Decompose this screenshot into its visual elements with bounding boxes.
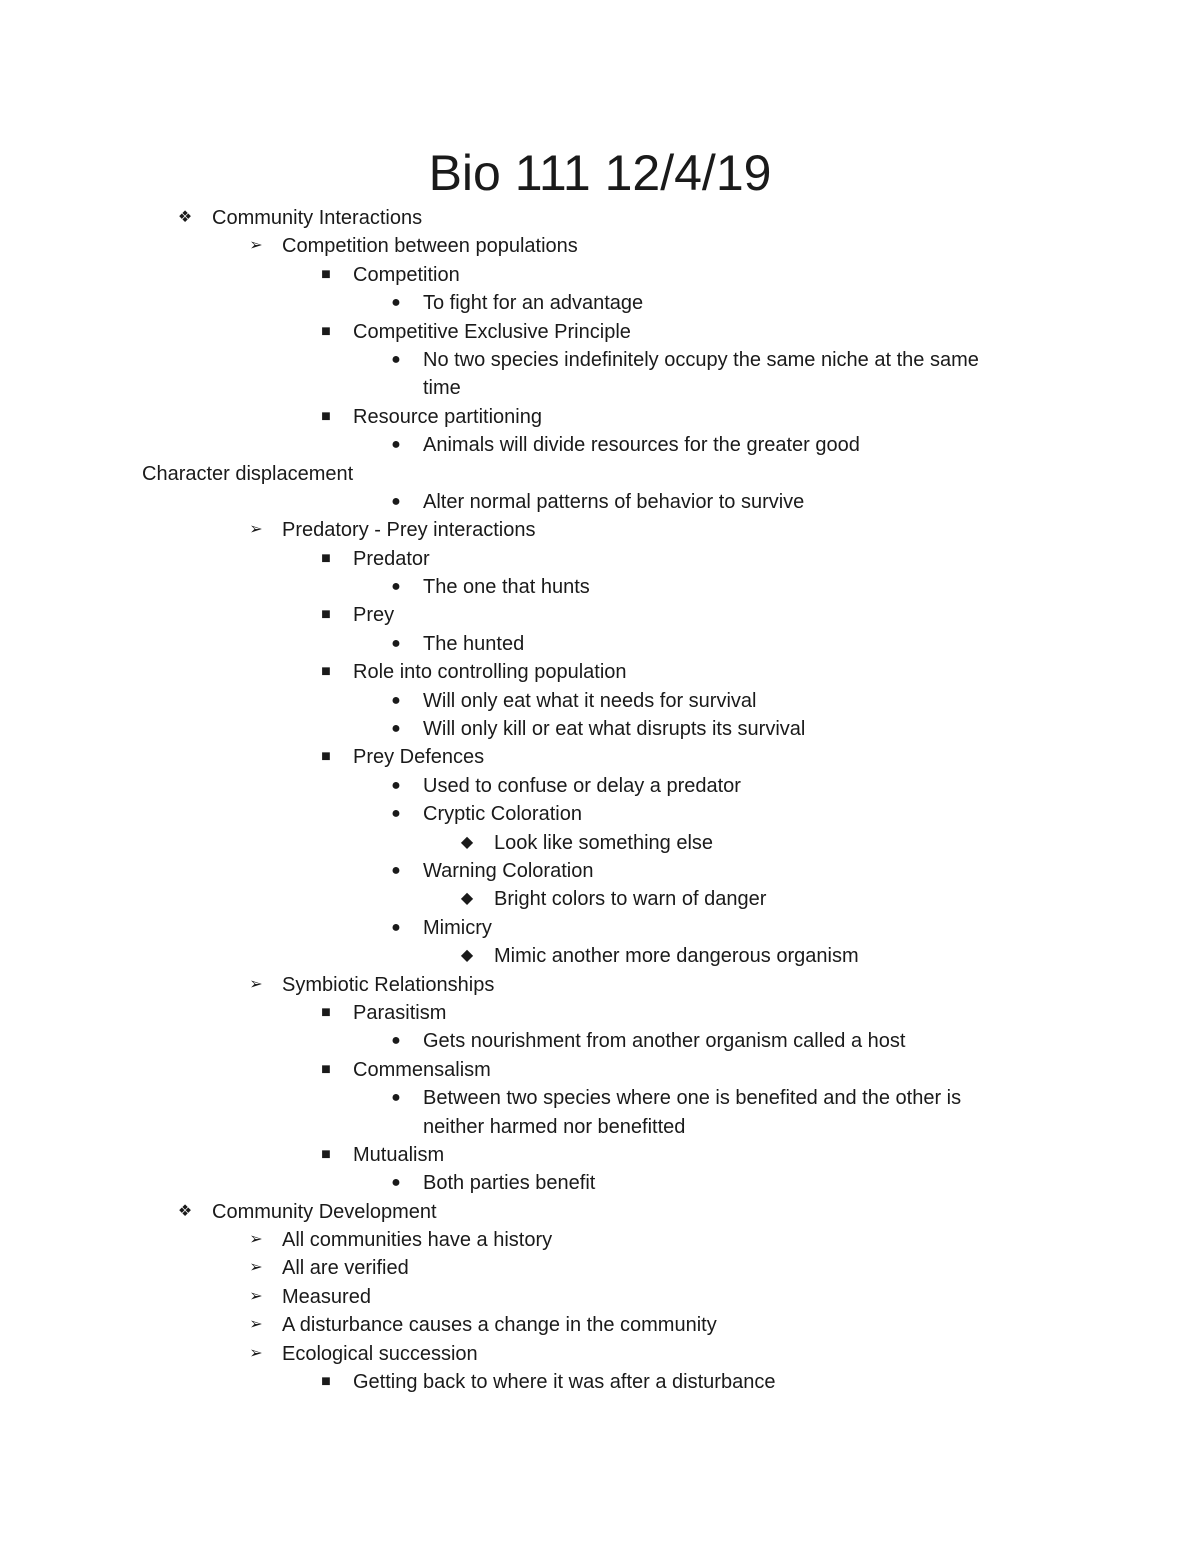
outline-line-text: Predatory - Prey interactions [282,519,536,542]
notes-outline [0,204,1200,1396]
bullet-level-1-icon: ➢ [249,1231,263,1249]
outline-line-text: Resource partitioning [353,405,542,428]
bullet-level-3-icon: ● [391,1032,401,1050]
outline-line [0,942,1200,970]
outline-line-text: Between two species where one is benefited and the other is [423,1087,962,1110]
outline-line [0,346,1200,374]
outline-line [0,971,1200,999]
outline-line [0,1283,1200,1311]
bullet-level-3-icon: ● [391,634,401,652]
outline-line [0,715,1200,743]
outline-line-text: Both parties benefit [423,1172,596,1195]
outline-line [0,601,1200,629]
bullet-level-2-icon: ■ [321,1145,331,1163]
bullet-level-4-icon: ◆ [460,947,474,965]
bullet-level-0-icon: ❖ [177,209,193,226]
outline-line [0,1368,1200,1396]
bullet-level-2-icon: ■ [321,265,331,283]
outline-line-text: Competitive Exclusive Principle [353,320,631,343]
bullet-level-3-icon: ● [391,1089,401,1107]
outline-line-text: Warning Coloration [423,859,594,882]
outline-line-text: Character displacement [142,462,354,485]
outline-line-text: Commensalism [353,1058,491,1081]
bullet-level-2-icon: ■ [321,407,331,425]
outline-line-text: Gets nourishment from another organism called a host [423,1030,906,1053]
bullet-level-1-icon: ➢ [249,237,263,255]
outline-line-text: Parasitism [353,1001,447,1024]
bullet-level-4-icon: ◆ [460,890,474,908]
outline-line-text: Competition between populations [282,235,578,258]
outline-line [0,1141,1200,1169]
bullet-level-2-icon: ■ [321,1003,331,1021]
bullet-level-3-icon: ● [391,805,401,823]
outline-line [0,1113,1200,1141]
outline-line [0,658,1200,686]
bullet-level-3-icon: ● [391,720,401,738]
outline-line [0,374,1200,402]
outline-line-text: Animals will divide resources for the greater good [423,434,860,457]
bullet-level-2-icon: ■ [321,322,331,340]
outline-line-text: The one that hunts [423,576,590,599]
bullet-level-2-icon: ■ [321,549,331,567]
bullet-level-3-icon: ● [391,294,401,312]
bullet-level-1-icon: ➢ [249,1259,263,1277]
outline-line-text: Alter normal patterns of behavior to survive [423,490,805,513]
bullet-level-1-icon: ➢ [249,1287,263,1305]
outline-line-text: Used to confuse or delay a predator [423,774,741,797]
outline-line-text: time [423,377,461,400]
bullet-level-1-icon: ➢ [249,975,263,993]
outline-line-text: Role into controlling population [353,661,627,684]
outline-line [0,999,1200,1027]
outline-line-text: Competition [353,263,460,286]
bullet-level-3-icon: ● [391,1174,401,1192]
bullet-level-3-icon: ● [391,492,401,510]
outline-line [0,1198,1200,1226]
outline-line-text: All communities have a history [282,1229,553,1252]
outline-line-text: Will only kill or eat what disrupts its survival [423,718,806,741]
outline-line [0,488,1200,516]
outline-line [0,1254,1200,1282]
outline-line-text: All are verified [282,1257,409,1280]
outline-line [0,1226,1200,1254]
bullet-level-4-icon: ◆ [460,833,474,851]
outline-line-text: Mutualism [353,1143,445,1166]
outline-line-text: Cryptic Coloration [423,803,582,826]
outline-line [0,630,1200,658]
outline-line-text: Mimic another more dangerous organism [494,945,859,968]
outline-line-text: Bright colors to warn of danger [494,888,767,911]
bullet-level-3-icon: ● [391,350,401,368]
bullet-level-2-icon: ■ [321,606,331,624]
bullet-level-2-icon: ■ [321,1373,331,1391]
outline-line-text: Getting back to where it was after a disturbance [353,1371,776,1394]
outline-line-text: To fight for an advantage [423,292,644,315]
outline-line-text: No two species indefinitely occupy the same niche at the same [423,348,979,371]
outline-line [0,318,1200,346]
outline-line [0,1027,1200,1055]
outline-line [0,1056,1200,1084]
outline-line-text: The hunted [423,632,525,655]
bullet-level-3-icon: ● [391,861,401,879]
bullet-level-1-icon: ➢ [249,1344,263,1362]
outline-line-text: Prey Defences [353,746,485,769]
outline-line [0,516,1200,544]
outline-line [0,687,1200,715]
outline-line-text: Symbiotic Relationships [282,973,495,996]
outline-line-text: Ecological succession [282,1342,478,1365]
bullet-level-1-icon: ➢ [249,1316,263,1334]
bullet-level-2-icon: ■ [321,748,331,766]
outline-line [0,829,1200,857]
outline-line-text: Community Development [212,1200,437,1223]
outline-line-text: Predator [353,547,430,570]
bullet-level-3-icon: ● [391,578,401,596]
outline-line [0,1311,1200,1339]
outline-line-text: A disturbance causes a change in the community [282,1314,717,1337]
outline-line-text: Prey [353,604,395,627]
outline-line [0,1340,1200,1368]
outline-line [0,772,1200,800]
outline-line-text: Will only eat what it needs for survival [423,689,757,712]
bullet-level-3-icon: ● [391,691,401,709]
page-title: Bio 111 12/4/19 [428,145,772,201]
outline-line-text: Mimicry [423,916,492,939]
outline-line [0,403,1200,431]
outline-line [0,800,1200,828]
outline-line [0,460,1200,488]
outline-line [0,545,1200,573]
outline-line [0,914,1200,942]
bullet-level-1-icon: ➢ [249,521,263,539]
outline-line [0,857,1200,885]
outline-line [0,1084,1200,1112]
bullet-level-2-icon: ■ [321,663,331,681]
outline-line-text: Measured [282,1285,371,1308]
bullet-level-0-icon: ❖ [177,1202,193,1220]
outline-line-text: Look like something else [494,831,714,854]
bullet-level-3-icon: ● [391,776,401,794]
outline-line [0,261,1200,289]
outline-line-text: Community Interactions [212,207,423,229]
bullet-level-3-icon: ● [391,918,401,936]
outline-line-text: neither harmed nor benefitted [423,1115,686,1138]
outline-line [0,573,1200,601]
outline-line [0,431,1200,459]
outline-line [0,1169,1200,1197]
outline-line [0,204,1200,232]
bullet-level-2-icon: ■ [321,1060,331,1078]
outline-line [0,885,1200,913]
outline-line [0,232,1200,260]
bullet-level-3-icon: ● [391,436,401,454]
outline-line [0,743,1200,771]
outline-line [0,289,1200,317]
